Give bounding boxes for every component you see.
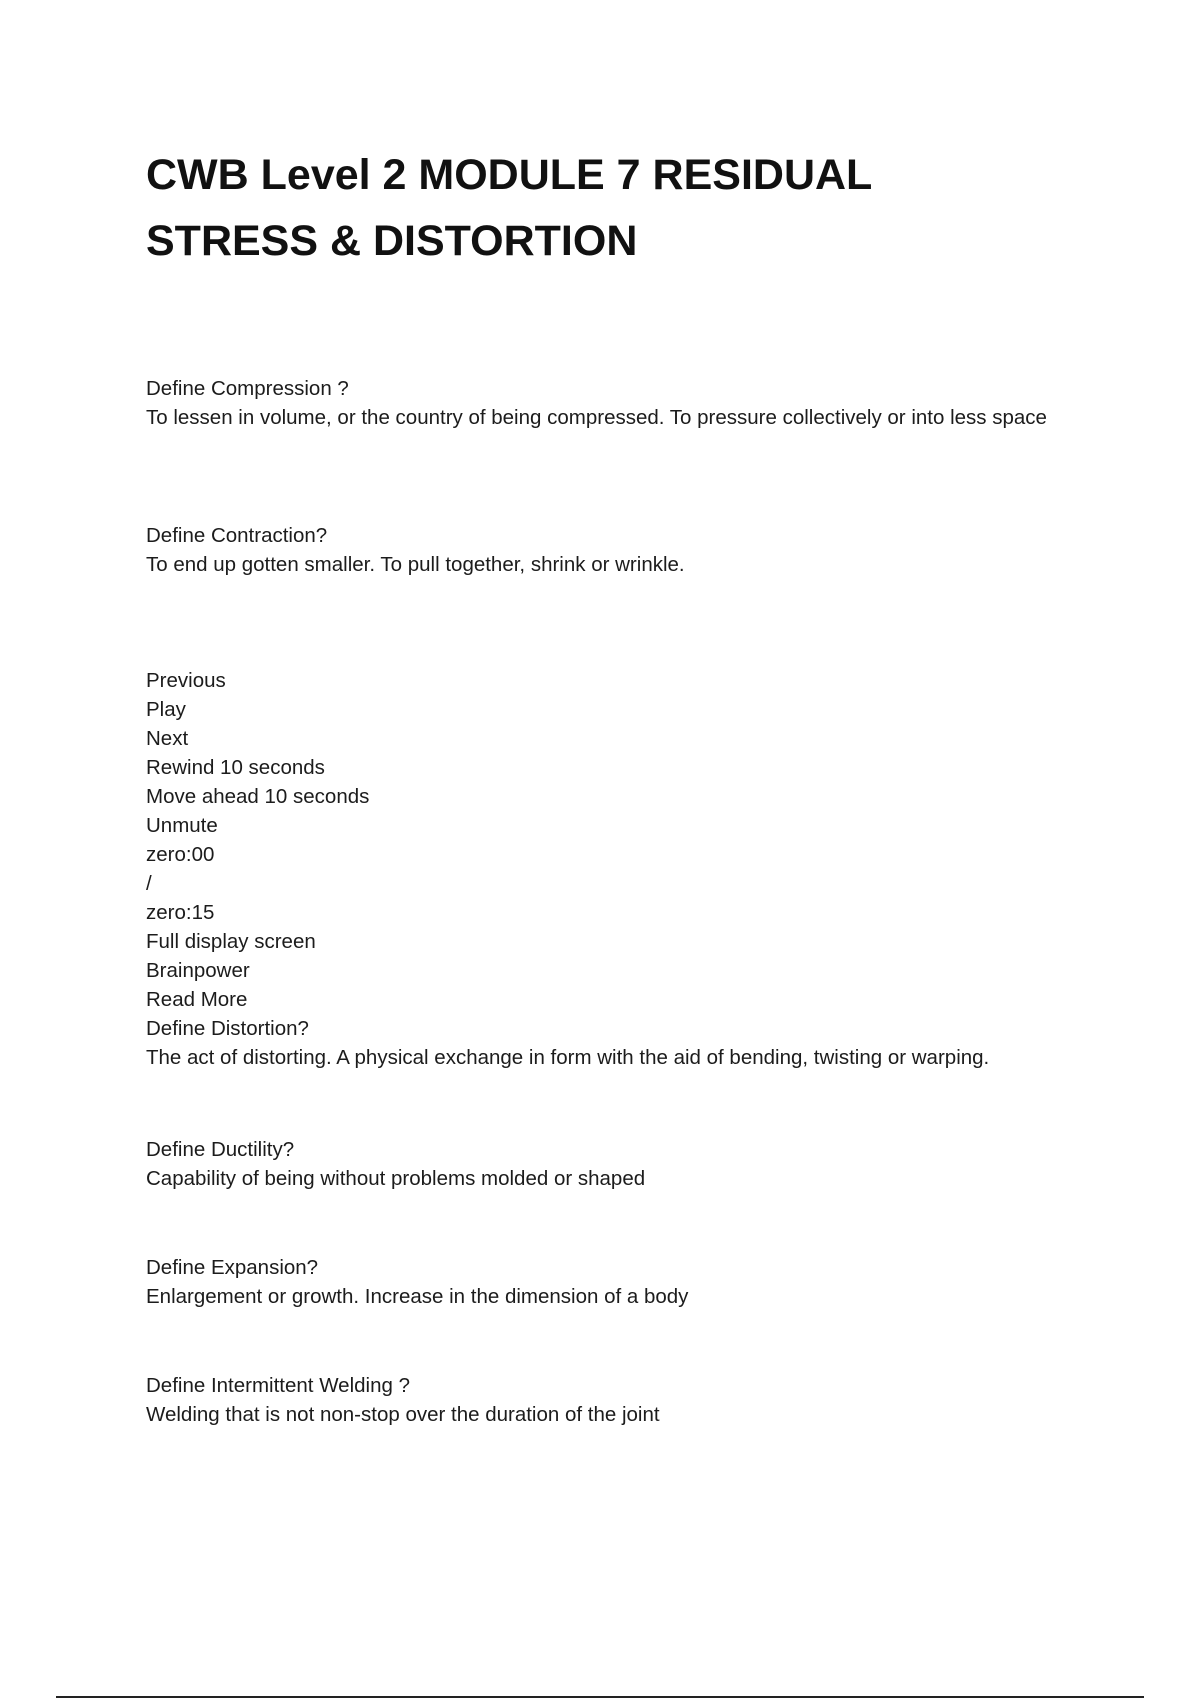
play-button[interactable]: Play xyxy=(146,698,186,721)
read-more-link[interactable]: Read More xyxy=(146,988,248,1011)
answer-text: Capability of being without problems molded or shaped xyxy=(146,1167,646,1190)
video-player-controls xyxy=(146,666,1076,1072)
answer-text: To end up gotten smaller. To pull together, shrink or wrinkle. xyxy=(146,553,685,576)
brand-link[interactable]: Brainpower xyxy=(146,959,250,982)
qa-item-compression xyxy=(146,374,1076,432)
unmute-button[interactable]: Unmute xyxy=(146,814,218,837)
document-page xyxy=(146,0,1076,1700)
time-separator: / xyxy=(146,872,152,895)
document-title: CWB Level 2 MODULE 7 RESIDUAL STRESS & DISTORTION xyxy=(146,151,872,265)
page-bottom-divider xyxy=(56,1696,1144,1698)
next-button[interactable]: Next xyxy=(146,727,189,750)
current-time: zero:00 xyxy=(146,843,215,866)
fullscreen-button[interactable]: Full display screen xyxy=(146,930,316,953)
answer-text: The act of distorting. A physical exchange in form with the aid of bending, twisting or warping. xyxy=(146,1046,990,1069)
qa-item-expansion xyxy=(146,1253,1076,1311)
question-text: Define Expansion? xyxy=(146,1256,319,1279)
answer-text: To lessen in volume, or the country of being compressed. To pressure collectively or into less space xyxy=(146,406,1047,429)
question-text: Define Ductility? xyxy=(146,1138,295,1161)
forward-button[interactable]: Move ahead 10 seconds xyxy=(146,785,370,808)
question-text: Define Compression ? xyxy=(146,377,349,400)
previous-button[interactable]: Previous xyxy=(146,669,226,692)
qa-item-contraction xyxy=(146,521,1076,579)
question-text: Define Intermittent Welding ? xyxy=(146,1374,410,1397)
question-text: Define Contraction? xyxy=(146,524,328,547)
answer-text: Welding that is not non-stop over the duration of the joint xyxy=(146,1403,660,1426)
answer-text: Enlargement or growth. Increase in the dimension of a body xyxy=(146,1285,689,1308)
question-text: Define Distortion? xyxy=(146,1017,309,1040)
duration-time: zero:15 xyxy=(146,901,215,924)
qa-item-intermittent-welding xyxy=(146,1371,1076,1429)
qa-item-ductility xyxy=(146,1135,1076,1193)
rewind-button[interactable]: Rewind 10 seconds xyxy=(146,756,325,779)
